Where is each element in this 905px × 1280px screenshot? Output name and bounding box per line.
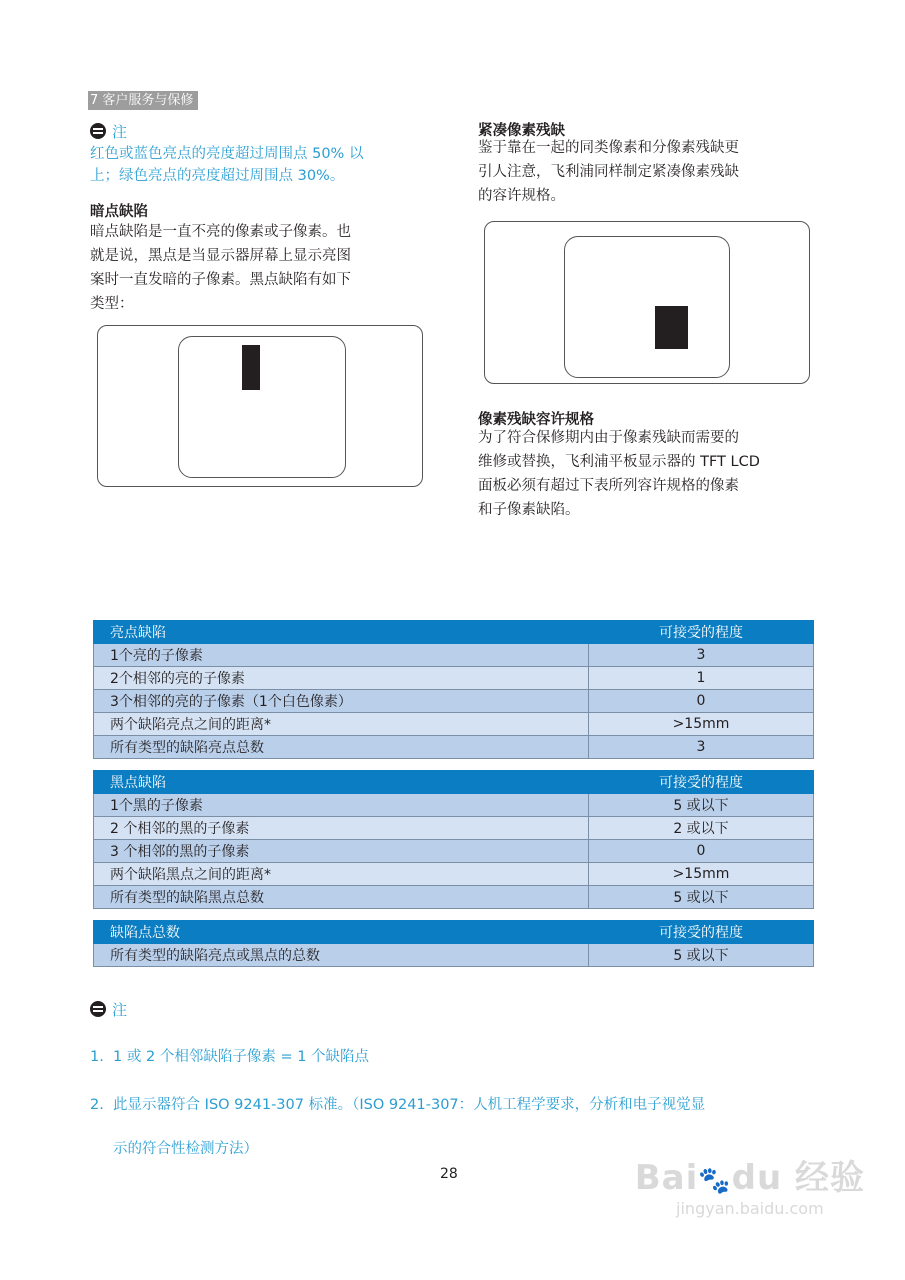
table-row: 1个黑的子像素 5 或以下 [94, 794, 814, 817]
table-row: 所有类型的缺陷黑点总数 5 或以下 [94, 886, 814, 909]
note-label: 注 [112, 123, 128, 141]
page-number: 28 [440, 1166, 458, 1182]
table-row: 两个缺陷亮点之间的距离* >15mm [94, 713, 814, 736]
tolerance-line: 和子像素缺陷。 [478, 502, 580, 518]
tolerance-line: 面板必须有超过下表所列容许规格的像素 [478, 478, 739, 494]
note2-heading [90, 999, 127, 1020]
table-row: 所有类型的缺陷亮点总数 3 [94, 736, 814, 759]
black-dot-table [93, 770, 814, 909]
table-header: 亮点缺陷 可接受的程度 [94, 621, 814, 644]
bright-dot-table [93, 620, 814, 759]
chapter-label: 7 客户服务与保修 [88, 91, 198, 110]
table-header: 黑点缺陷 可接受的程度 [94, 771, 814, 794]
dark-pixel-cluster [655, 306, 688, 349]
baidu-watermark: Bai🐾du 经验 jingyan.baidu.com [634, 1158, 865, 1218]
screen-shape [564, 236, 730, 378]
footnote-item: 示的符合性检测方法） [90, 1141, 259, 1157]
proximity-heading: 紧凑像素残缺 [478, 123, 565, 139]
proximity-diagram [484, 221, 810, 384]
tolerance-heading: 像素残缺容许规格 [478, 412, 594, 428]
footnote-item: 1. 1 或 2 个相邻缺陷子像素 = 1 个缺陷点 [90, 1049, 370, 1065]
note-icon [90, 123, 106, 139]
dark-line: 暗点缺陷是一直不亮的像素或子像素。也 [90, 224, 351, 240]
tolerance-line: 维修或替换，飞利浦平板显示器的 TFT LCD [478, 454, 760, 470]
table-row: 3个相邻的亮的子像素（1个白色像素） 0 [94, 690, 814, 713]
dark-dot-diagram [97, 325, 423, 487]
table-header: 缺陷点总数 可接受的程度 [94, 921, 814, 944]
note-label: 注 [112, 1001, 128, 1019]
dark-heading: 暗点缺陷 [90, 204, 148, 220]
total-defect-table [93, 920, 814, 967]
proximity-line: 引人注意，飞利浦同样制定紧凑像素残缺 [478, 164, 739, 180]
dark-line: 类型： [90, 296, 134, 312]
dark-line: 案时一直发暗的子像素。黑点缺陷有如下 [90, 272, 351, 288]
note-heading [90, 121, 127, 142]
table-row: 2个相邻的亮的子像素 1 [94, 667, 814, 690]
proximity-line: 的容许规格。 [478, 188, 565, 204]
note-line: 上；绿色亮点的亮度超过周围点 30%。 [90, 168, 345, 184]
tolerance-line: 为了符合保修期内由于像素残缺而需要的 [478, 430, 739, 446]
note-line: 红色或蓝色亮点的亮度超过周围点 50% 以 [90, 146, 364, 162]
proximity-line: 鉴于靠在一起的同类像素和分像素残缺更 [478, 140, 739, 156]
table-row: 1个亮的子像素 3 [94, 644, 814, 667]
note-icon [90, 1001, 106, 1017]
screen-shape [178, 336, 346, 478]
dark-line: 就是说，黑点是当显示器屏幕上显示亮图 [90, 248, 351, 264]
dark-subpixel [242, 345, 260, 390]
table-row: 所有类型的缺陷亮点或黑点的总数 5 或以下 [94, 944, 814, 967]
footnote-item: 2. 此显示器符合 ISO 9241-307 标准。（ISO 9241-307：人机工程学要求，分析和电子视觉显 [90, 1097, 706, 1113]
table-row: 2 个相邻的黑的子像素 2 或以下 [94, 817, 814, 840]
table-row: 两个缺陷黑点之间的距离* >15mm [94, 863, 814, 886]
table-row: 3 个相邻的黑的子像素 0 [94, 840, 814, 863]
